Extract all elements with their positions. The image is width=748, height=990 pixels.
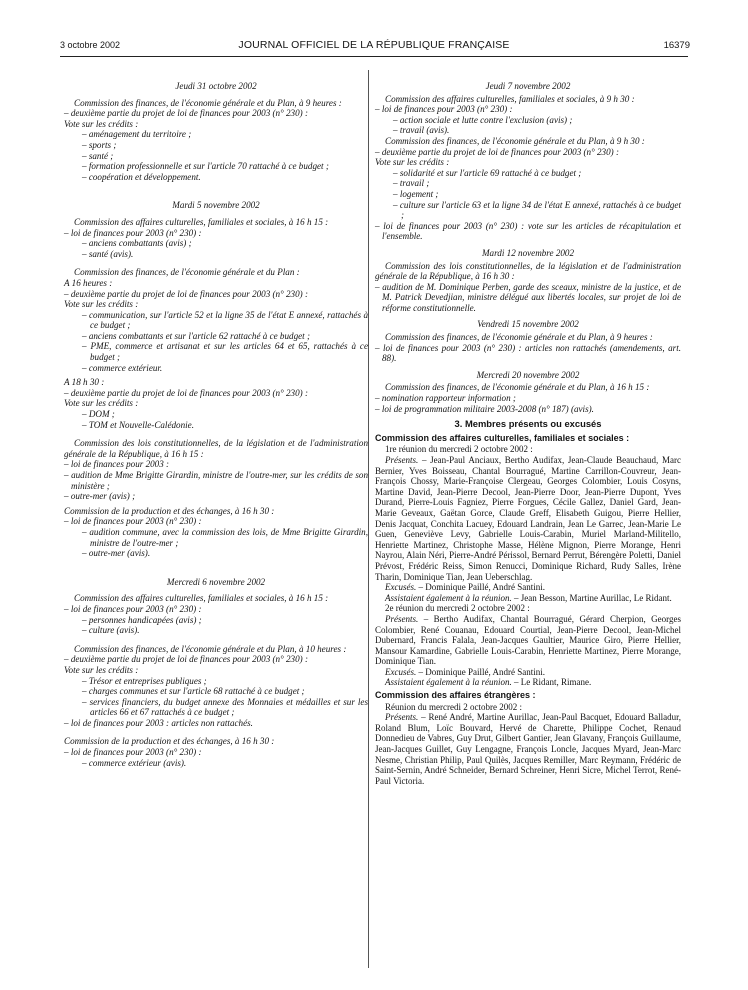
right-column xyxy=(375,81,681,786)
agenda-item: – deuxième partie du projet de loi de finances pour 2003 (n° 230) : xyxy=(64,654,308,665)
agenda-item: – loi de finances pour 2003 (n° 230) : articles non rattachés (amendements, art. 88). xyxy=(375,342,681,364)
agenda-item: – loi de finances pour 2003 (n° 230) : xyxy=(64,747,202,758)
agenda-subitem: – communication, sur l'article 52 et la ligne 35 de l'état E annexé, rattachés à ce budget ; xyxy=(82,309,368,331)
agenda-item: – deuxième partie du projet de loi de finances pour 2003 (n° 230) : xyxy=(64,108,308,119)
also-attended-paragraph xyxy=(375,593,681,604)
commission-line: Commission des affaires culturelles, familiales et sociales, à 9 h 30 : xyxy=(385,93,635,104)
commission-line: Commission des finances, de l'économie générale et du Plan, à 9 heures : xyxy=(74,97,342,108)
left-column xyxy=(64,81,368,768)
commission-line: Commission des lois constitutionnelles, de la législation et de l'administration générale de la République, à 16 h 15 : xyxy=(64,438,368,459)
agenda-subitem: – services financiers, du budget annexe des Monnaies et médailles et sur les articles 66 et 67 rattachés à ce budget ; xyxy=(82,696,368,718)
header-date: 3 octobre 2002 xyxy=(60,40,121,50)
excused-paragraph xyxy=(375,667,681,678)
commission-line: Commission de la production et des échanges, à 16 h 30 : xyxy=(64,505,275,516)
commission-line: Commission des finances, de l'économie générale et du Plan, à 16 h 15 : xyxy=(385,382,650,393)
meeting-heading: 2e réunion du mercredi 2 octobre 2002 : xyxy=(385,603,530,614)
journal-title: JOURNAL OFFICIEL DE LA RÉPUBLIQUE FRANÇAISE xyxy=(238,39,510,51)
agenda-item: – loi de finances pour 2003 (n° 230) : vote sur les articles de récapitulation et l'ensemble. xyxy=(375,220,681,242)
committee-heading: Commission des affaires culturelles, familiales et sociales : xyxy=(375,432,630,443)
vote-label: Vote sur les crédits : xyxy=(375,157,450,168)
vote-label: Vote sur les crédits : xyxy=(64,299,139,310)
page-number: 16379 xyxy=(663,40,690,51)
commission-line: Commission des lois constitutionnelles, de la législation et de l'administration générale de la République, à 16 h 30 : xyxy=(375,260,681,282)
agenda-subitem: – culture (avis). xyxy=(82,625,140,636)
agenda-subitem: – travail ; xyxy=(393,178,430,189)
agenda-subitem: – sports ; xyxy=(82,139,117,150)
agenda-subitem: – santé (avis). xyxy=(82,248,134,259)
agenda-subitem: – travail (avis). xyxy=(393,125,450,136)
excused-label: Excusés. xyxy=(385,582,417,593)
agenda-subitem: – anciens combattants et sur l'article 62 rattaché à ce budget ; xyxy=(82,330,310,341)
agenda-item: – loi de finances pour 2003 (n° 230) : xyxy=(375,104,513,115)
agenda-subitem: – culture sur l'article 63 et la ligne 34 de l'état E annexé, rattachés à ce budget ; xyxy=(393,199,681,221)
excused-paragraph xyxy=(375,582,681,593)
agenda-item: – loi de programmation militaire 2003-2008 (n° 187) (avis). xyxy=(375,403,594,414)
agenda-subitem: – action sociale et lutte contre l'exclusion (avis) ; xyxy=(393,114,573,125)
day-heading: Vendredi 15 novembre 2002 xyxy=(477,319,579,330)
agenda-item: – audition de Mme Brigitte Girardin, ministre de l'outre-mer, sur les crédits de son ministère ; xyxy=(64,470,368,491)
agenda-item: – loi de finances pour 2003 : articles non rattachés. xyxy=(64,717,253,728)
agenda-item: – outre-mer (avis) ; xyxy=(64,491,136,502)
excused-label: Excusés. xyxy=(385,666,417,677)
commission-line: Commission des affaires culturelles, familiales et sociales, à 16 h 15 : xyxy=(74,216,329,227)
attendance-paragraph xyxy=(375,712,681,786)
header-rule xyxy=(60,56,688,57)
present-names: – Bertho Audifax, Chantal Bourragué, Gérard Cherpion, Georges Colombier, René Couanau, Edouard Courtial, Jean-Pierre Decool, Jean-Michel Dubernard, Francis Falala, Jean-Jacques Gaultier, Maurice Giro, Pierre Hellier, Mansour Kamardine, Gabrielle Louis-Carabin, Henriette Martinez, Pierre Morange, Dominique Tian. xyxy=(375,613,681,667)
agenda-subitem: – commerce extérieur. xyxy=(82,362,163,373)
agenda-subitem: – personnes handicapées (avis) ; xyxy=(82,614,202,625)
agenda-subitem: – coopération et développement. xyxy=(82,171,201,182)
vote-label: Vote sur les crédits : xyxy=(64,118,139,129)
commission-line: Commission des finances, de l'économie générale et du Plan, à 10 heures : xyxy=(74,643,347,654)
meeting-heading: 1re réunion du mercredi 2 octobre 2002 : xyxy=(385,444,533,455)
day-heading: Mercredi 20 novembre 2002 xyxy=(476,369,580,380)
time-label: A 18 h 30 : xyxy=(64,377,105,388)
section-heading: 3. Membres présents ou excusés xyxy=(454,418,602,430)
page-header xyxy=(0,0,748,58)
meeting-heading: Réunion du mercredi 2 octobre 2002 : xyxy=(385,701,522,712)
agenda-subitem: – formation professionnelle et sur l'article 70 rattaché à ce budget ; xyxy=(82,161,329,172)
commission-line: Commission de la production et des échanges, à 16 h 30 : xyxy=(64,736,275,747)
time-label: A 16 heures : xyxy=(64,277,113,288)
agenda-subitem: – anciens combattants (avis) ; xyxy=(82,238,192,249)
agenda-subitem: – Trésor et entreprises publiques ; xyxy=(82,675,207,686)
column-divider xyxy=(368,70,369,968)
excused-names: – Dominique Paillé, André Santini. xyxy=(416,582,545,593)
agenda-subitem: – aménagement du territoire ; xyxy=(82,129,192,140)
day-heading: Mardi 5 novembre 2002 xyxy=(172,200,260,211)
attendance-paragraph xyxy=(375,614,681,667)
commission-line: Commission des finances, de l'économie générale et du Plan, à 9 heures : xyxy=(385,332,653,343)
agenda-item: – deuxième partie du projet de loi de finances pour 2003 (n° 230) : xyxy=(375,146,619,157)
vote-label: Vote sur les crédits : xyxy=(64,664,139,675)
present-label: Présents. xyxy=(385,712,419,723)
agenda-item: – loi de finances pour 2003 (n° 230) : xyxy=(64,227,202,238)
present-label: Présents. xyxy=(385,455,419,465)
present-names: – Jean-Paul Anciaux, Bertho Audifax, Jean-Claude Beauchaud, Marc Bernier, Yves Boisseau, Chantal Bourragué, Martine Carrillon-Couvreur, Jean-François Chossy, Marie-Françoise Clergeau, Georges Colombier, Louis Cosyns, Martine David, Jean-Pierre Decool, Jean-Pierre Door, Jean-Pierre Dupont, Yves Durand, Pierre-Louis Fagniez, Pierre Forgues, Cécile Gallez, Daniel Gard, Jean-Marie Geveaux, Gaëtan Gorce, Claude Greff, Elisabeth Guigou, Pierre Hellier, Denis Jacquat, Conchita Lacuey, Edouard Landrain, Jean Le Garrec, Jean-Marie Le Guen, Geneviève Levy, Gabrielle Louis-Carabin, Muriel Marland-Militello, Henriette Martinez, Christophe Masse, Hélène Mignon, Pierre Morange, Henri Nayrou, Alain Néri, Pierre-André Périssol, Bernard Perrut, Bérengère Poletti, Daniel Prévost, Frédéric Reiss, Simon Renucci, Dominique Richard, Rudy Salles, Irène Tharin, Dominique Tian, Jean Ueberschlag. xyxy=(375,455,681,582)
commission-line: Commission des finances, de l'économie générale et du Plan : xyxy=(74,267,300,278)
also-attended-names: – Le Ridant, Rimane. xyxy=(511,677,592,688)
commission-line: Commission des finances, de l'économie générale et du Plan, à 9 h 30 : xyxy=(385,135,645,146)
present-names: – René André, Martine Aurillac, Jean-Paul Bacquet, Edouard Balladur, Roland Blum, Loïc Bouvard, Hervé de Charette, Philippe Cochet, Renaud Donnedieu de Vabres, Guy Drut, Gilbert Gantier, Jean Glavany, François Guillaume, Jean-Jacques Guillet, Guy Lengagne, François Loncle, Jacques Myard, Jean-Marc Nesme, Christian Philip, Paul Quilès, Jacques Remiller, Marc Reymann, Frédéric de Saint-Sernin, André Schneider, Bernard Schreiner, Henri Sicre, Michel Terrot, René-Paul Victoria. xyxy=(375,712,681,786)
agenda-item: – audition de M. Dominique Perben, garde des sceaux, ministre de la justice, et de M. Patrick Devedjian, ministre délégué aux libertés locales, sur projet de loi de réforme constitutionnelle. xyxy=(375,281,681,313)
also-attended-paragraph xyxy=(375,677,681,688)
agenda-subitem: – outre-mer (avis). xyxy=(82,548,151,559)
agenda-item: – loi de finances pour 2003 (n° 230) : xyxy=(64,603,202,614)
agenda-item: – loi de finances pour 2003 (n° 230) : xyxy=(64,516,202,527)
agenda-subitem: – santé ; xyxy=(82,150,114,161)
day-heading: Jeudi 31 octobre 2002 xyxy=(175,81,257,91)
agenda-item: – nomination rapporteur information ; xyxy=(375,393,516,404)
also-attended-names: – Jean Besson, Martine Aurillac, Le Ridant. xyxy=(511,592,672,603)
agenda-item: – deuxième partie du projet de loi de finances pour 2003 (n° 230) : xyxy=(64,387,308,398)
agenda-subitem: – solidarité et sur l'article 69 rattaché à ce budget ; xyxy=(393,167,582,178)
vote-label: Vote sur les crédits : xyxy=(64,398,139,409)
agenda-subitem: – commerce extérieur (avis). xyxy=(82,757,187,768)
agenda-subitem: – audition commune, avec la commission des lois, de Mme Brigitte Girardin, ministre de l'outre-mer ; xyxy=(82,526,368,548)
commission-line: Commission des affaires culturelles, familiales et sociales, à 16 h 15 : xyxy=(74,593,329,604)
agenda-subitem: – logement ; xyxy=(393,188,439,199)
day-heading: Mardi 12 novembre 2002 xyxy=(481,247,575,258)
day-heading: Mercredi 6 novembre 2002 xyxy=(166,576,266,587)
agenda-subitem: – DOM ; xyxy=(82,409,115,420)
agenda-subitem: – charges communes et sur l'article 68 rattaché à ce budget ; xyxy=(82,686,305,697)
also-attended-label: Assistaient également à la réunion. xyxy=(385,677,512,688)
committee-heading: Commission des affaires étrangères : xyxy=(375,690,536,701)
agenda-item: – loi de finances pour 2003 : xyxy=(64,459,170,470)
agenda-item: – deuxième partie du projet de loi de finances pour 2003 (n° 230) : xyxy=(64,288,308,299)
present-label: Présents. xyxy=(385,613,419,624)
agenda-subitem: – PME, commerce et artisanat et sur les articles 64 et 65, rattachés à ce budget ; xyxy=(82,341,368,363)
excused-names: – Dominique Paillé, André Santini. xyxy=(416,666,545,677)
attendance-paragraph xyxy=(375,455,681,582)
also-attended-label: Assistaient également à la réunion. xyxy=(385,592,512,603)
day-heading: Jeudi 7 novembre 2002 xyxy=(485,81,571,91)
agenda-subitem: – TOM et Nouvelle-Calédonie. xyxy=(82,419,194,430)
